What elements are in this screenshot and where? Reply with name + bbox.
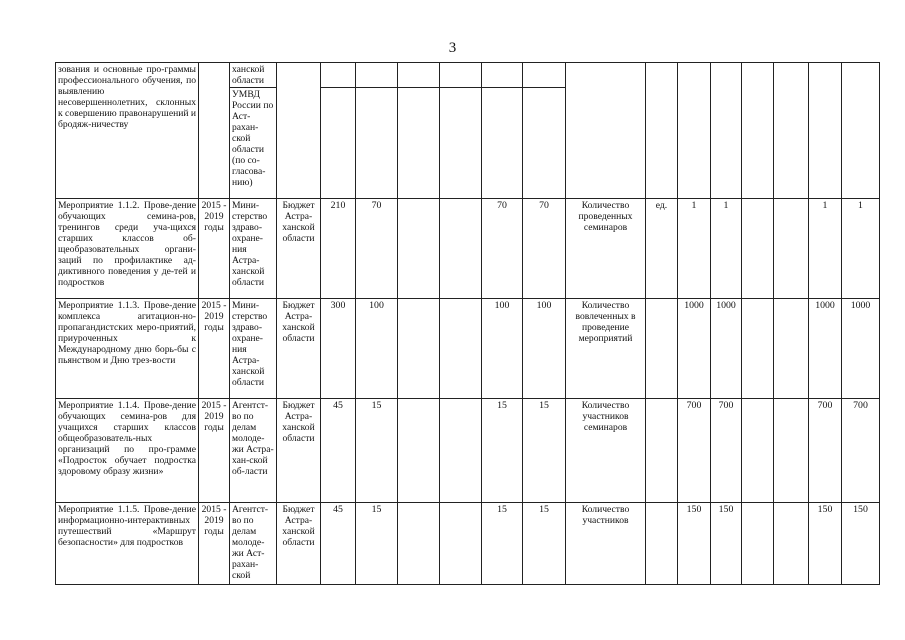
indicator-2016-cell: 150: [711, 503, 742, 585]
table-row: [56, 199, 880, 299]
year-2019-cell: 70: [523, 199, 566, 299]
indicator-2018-cell: [774, 199, 809, 299]
executor-cell: ханской области: [230, 63, 277, 88]
unit-cell: [646, 399, 678, 503]
year-2017-cell: [440, 299, 482, 399]
period-cell: 2015 - 2019 годы: [199, 299, 230, 399]
indicator-2019-cell: 150: [809, 503, 842, 585]
year-2017-cell: [440, 399, 482, 503]
unit-cell: ед.: [646, 199, 678, 299]
total-cell: 45: [321, 503, 356, 585]
year-2015-cell: 100: [356, 299, 398, 399]
year-2017-cell: [440, 503, 482, 585]
indicator-2015-cell: 150: [678, 503, 711, 585]
total-cell: 45: [321, 399, 356, 503]
indicator-cell: Количество проведенных семинаров: [566, 199, 646, 299]
indicator-cell: Количество участников семинаров: [566, 399, 646, 503]
activity-cell: зования и основные про-граммы профессионального обучения, по выявлению несовершеннолетних, склонных к совершению правонарушений и бродяж-ничеству: [56, 63, 199, 199]
indicator-2018-cell: [774, 299, 809, 399]
year-2016-cell: [398, 503, 440, 585]
year-2016-cell: [398, 399, 440, 503]
table-row: [56, 299, 880, 399]
activity-cell: Мероприятие 1.1.3. Прове-дение комплекса агитацион-но-пропагандистских меро-приятий, приуроченных к Международному дню борь-бы с пьянством и Дню трез-вости: [56, 299, 199, 399]
year-2015-cell: 15: [356, 503, 398, 585]
period-cell: 2015 - 2019 годы: [199, 503, 230, 585]
indicator-2016-cell: 1: [711, 199, 742, 299]
year-2018-cell: 100: [482, 299, 523, 399]
year-2016-cell: [398, 199, 440, 299]
activity-cell: Мероприятие 1.1.2. Прове-дение обучающих семина-ров, тренингов среди уча-щихся старших классов об-щеобразовательных органи-заций по профилактике ад-диктивного поведения у де-тей и подростков: [56, 199, 199, 299]
year-2017-cell: [440, 199, 482, 299]
indicator-2015-cell: 700: [678, 399, 711, 503]
unit-cell: [646, 299, 678, 399]
page-number: 3: [448, 40, 457, 56]
indicator-2015-cell: 1000: [678, 299, 711, 399]
year-2019-cell: 100: [523, 299, 566, 399]
unit-cell: [646, 503, 678, 585]
table-row-continuation: [56, 63, 880, 88]
indicator-2017-cell: [742, 299, 774, 399]
period-cell: 2015 - 2019 годы: [199, 199, 230, 299]
executor-cell: Агентст-во по делам молоде-жи Астра-хан-ской об-ласти: [230, 399, 277, 503]
year-2018-cell: 15: [482, 399, 523, 503]
year-2015-cell: 15: [356, 399, 398, 503]
table-row: [56, 399, 880, 503]
total-cell: 210: [321, 199, 356, 299]
executor-cell: УМВД России по Аст-рахан-ской области (по со-гласова-нию): [230, 88, 277, 199]
period-cell: 2015 - 2019 годы: [199, 399, 230, 503]
activity-cell: Мероприятие 1.1.5. Прове-дение информационно-интерактивных путешествий «Маршрут безопасности» для подростков: [56, 503, 199, 585]
executor-cell: Мини-стерство здраво-охране-ния Астра-ханской области: [230, 299, 277, 399]
indicator-2016-cell: 1000: [711, 299, 742, 399]
year-2018-cell: 70: [482, 199, 523, 299]
executor-cell: Мини-стерство здраво-охране-ния Астра-ханской области: [230, 199, 277, 299]
indicator-2015-cell: 1: [678, 199, 711, 299]
indicator-2020-cell: 1: [842, 199, 880, 299]
year-2015-cell: 70: [356, 199, 398, 299]
year-2019-cell: 15: [523, 503, 566, 585]
indicator-2020-cell: 150: [842, 503, 880, 585]
indicator-2019-cell: 1000: [809, 299, 842, 399]
indicator-cell: Количество вовлеченных в проведение мероприятий: [566, 299, 646, 399]
source-cell: Бюджет Астра-ханской области: [277, 399, 321, 503]
executor-cell: Агентст-во по делам молоде-жи Аст-рахан-ской: [230, 503, 277, 585]
indicator-2017-cell: [742, 199, 774, 299]
indicator-2020-cell: 700: [842, 399, 880, 503]
period-cell: [199, 63, 230, 199]
indicator-cell: Количество участников: [566, 503, 646, 585]
indicator-2019-cell: 1: [809, 199, 842, 299]
source-cell: Бюджет Астра-ханской области: [277, 503, 321, 585]
indicator-2017-cell: [742, 399, 774, 503]
indicator-2018-cell: [774, 503, 809, 585]
source-cell: Бюджет Астра-ханской области: [277, 199, 321, 299]
table-row: [56, 503, 880, 585]
source-cell: [277, 63, 321, 199]
year-2016-cell: [398, 299, 440, 399]
activity-cell: Мероприятие 1.1.4. Прове-дение обучающих семина-ров для учащихся старших классов общеобразователь-ных организаций по про-грамме «Подросток обучает подростка здоровому образу жизни»: [56, 399, 199, 503]
total-cell: 300: [321, 299, 356, 399]
indicator-2020-cell: 1000: [842, 299, 880, 399]
year-2019-cell: 15: [523, 399, 566, 503]
indicator-2019-cell: 700: [809, 399, 842, 503]
indicator-2016-cell: 700: [711, 399, 742, 503]
program-table: [55, 62, 880, 585]
indicator-2018-cell: [774, 399, 809, 503]
year-2018-cell: 15: [482, 503, 523, 585]
indicator-2017-cell: [742, 503, 774, 585]
source-cell: Бюджет Астра-ханской области: [277, 299, 321, 399]
